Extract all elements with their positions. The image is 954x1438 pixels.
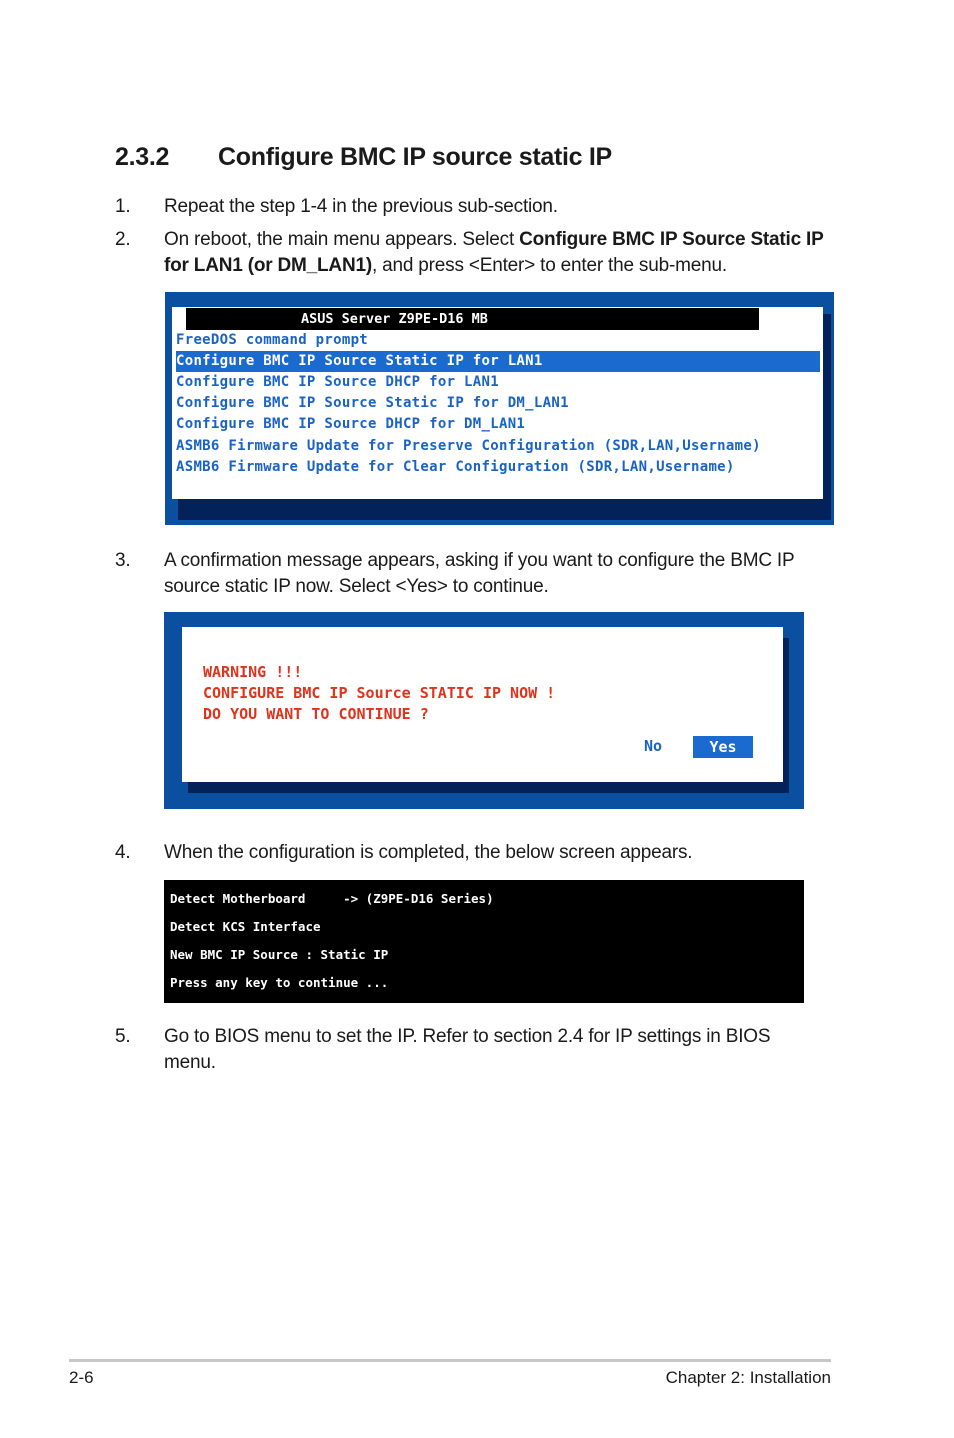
menu-item-fw-preserve[interactable]: ASMB6 Firmware Update for Preserve Configuration (SDR,LAN,Username) xyxy=(176,438,761,454)
warning-title: WARNING !!! xyxy=(203,663,303,681)
step-text: Repeat the step 1-4 in the previous sub-section. xyxy=(164,196,558,217)
menu-item-static-lan1[interactable]: Configure BMC IP Source Static IP for LAN1 xyxy=(176,351,820,372)
console-line: New BMC IP Source : Static IP xyxy=(170,947,389,962)
section-title: Configure BMC IP source static IP xyxy=(218,143,612,171)
step-5 xyxy=(115,1024,845,1076)
step-text: When the configuration is completed, the below screen appears. xyxy=(164,842,693,863)
step-1 xyxy=(115,194,845,220)
yes-button[interactable]: Yes xyxy=(693,736,753,758)
console-line: Press any key to continue ... xyxy=(170,975,389,990)
menu-option-name-cont: for LAN1 (or DM_LAN1) xyxy=(164,255,372,276)
step-number: 2. xyxy=(115,229,131,250)
chapter-label: Chapter 2: Installation xyxy=(665,1368,831,1387)
step-text-part: On reboot, the main menu appears. Select xyxy=(164,229,520,250)
menu-panel xyxy=(172,307,823,499)
menu-item-static-dm-lan1[interactable]: Configure BMC IP Source Static IP for DM_LAN1 xyxy=(176,395,569,411)
section-number: 2.3.2 xyxy=(115,143,170,171)
step-number: 1. xyxy=(115,196,131,217)
console-line: Detect KCS Interface xyxy=(170,919,321,934)
no-button[interactable]: No xyxy=(643,737,663,755)
console-line: Detect Motherboard -> (Z9PE-D16 Series) xyxy=(170,891,494,906)
bios-menu-screen xyxy=(165,292,834,525)
step-text xyxy=(164,227,844,279)
step-text xyxy=(164,1024,844,1076)
menu-item-dhcp-lan1[interactable]: Configure BMC IP Source DHCP for LAN1 xyxy=(176,374,499,390)
warning-message: CONFIGURE BMC IP Source STATIC IP NOW ! xyxy=(203,684,556,702)
step-text-line: menu. xyxy=(164,1052,216,1073)
confirm-dialog-screen xyxy=(164,612,804,809)
menu-item-freedos[interactable]: FreeDOS command prompt xyxy=(176,332,369,348)
page-number: 2-6 xyxy=(69,1368,94,1387)
section-heading xyxy=(115,143,612,172)
step-number: 5. xyxy=(115,1026,131,1047)
menu-item-dhcp-dm-lan1[interactable]: Configure BMC IP Source DHCP for DM_LAN1 xyxy=(176,416,526,432)
step-number: 4. xyxy=(115,842,131,863)
warning-question: DO YOU WANT TO CONTINUE ? xyxy=(203,705,429,723)
step-4 xyxy=(115,840,845,866)
step-text-line: A confirmation message appears, asking if you want to configure the BMC IP xyxy=(164,550,795,571)
confirm-panel xyxy=(182,627,783,782)
step-text xyxy=(164,548,844,600)
menu-title-bar: ASUS Server Z9PE-D16 MB xyxy=(186,308,759,330)
footer-divider xyxy=(69,1359,831,1362)
step-3 xyxy=(115,548,845,600)
console-screen xyxy=(164,880,804,1003)
menu-option-name: Configure BMC IP Source Static IP xyxy=(519,229,824,250)
step-text-line: Go to BIOS menu to set the IP. Refer to section 2.4 for IP settings in BIOS xyxy=(164,1026,771,1047)
step-number: 3. xyxy=(115,550,131,571)
step-text-part: , and press <Enter> to enter the sub-menu. xyxy=(371,255,727,276)
step-2 xyxy=(115,227,845,279)
step-text-line: source static IP now. Select <Yes> to continue. xyxy=(164,576,549,597)
menu-item-fw-clear[interactable]: ASMB6 Firmware Update for Clear Configuration (SDR,LAN,Username) xyxy=(176,459,735,475)
